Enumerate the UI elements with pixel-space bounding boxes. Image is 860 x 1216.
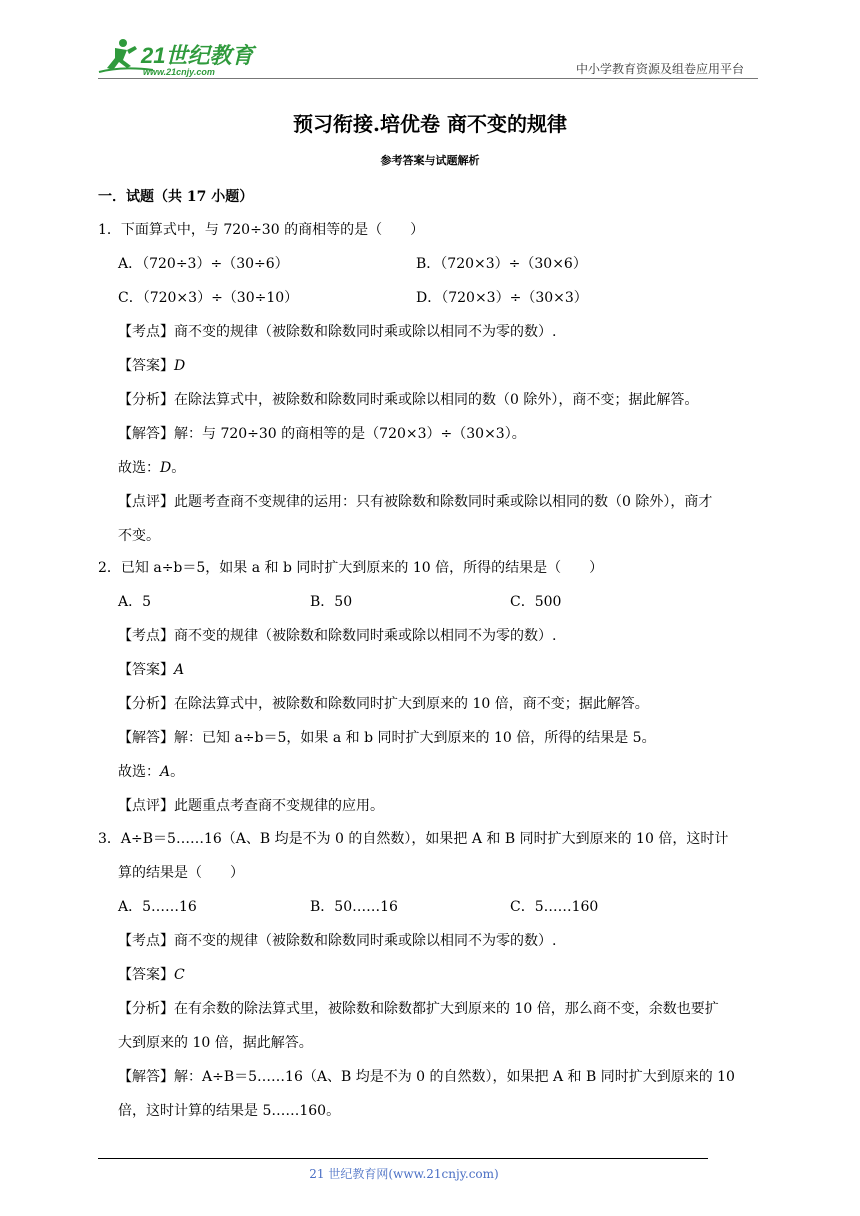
q3-fenxi-1: 【分析】在有余数的除法算式里，被除数和除数都扩大到原来的 10 倍，那么商不变，余数也要扩 bbox=[118, 1001, 719, 1017]
q2-answer-label: 【答案】 bbox=[118, 662, 174, 678]
q3-jieda-1: 【解答】解：A÷B＝5……16（A、B 均是不为 0 的自然数），如果把 A 和 B 同时扩大到原来的 10 bbox=[118, 1069, 735, 1085]
q1-answer-label: 【答案】 bbox=[118, 358, 174, 374]
logo-text: 21世纪教育 bbox=[141, 43, 254, 68]
logo-url: www.21cnjy.com bbox=[143, 67, 215, 77]
q1-guxuan-line: 故选：D。 bbox=[118, 460, 186, 476]
q1-answer: D bbox=[174, 358, 186, 374]
q2-jieda: 【解答】解：已知 a÷b＝5，如果 a 和 b 同时扩大到原来的 10 倍，所得的结果是 5。 bbox=[118, 730, 656, 746]
q3-option-a: A．5……16 bbox=[118, 899, 197, 915]
q1-kaodian: 【考点】商不变的规律（被除数和除数同时乘或除以相同不为零的数）. bbox=[118, 324, 557, 340]
footer-divider bbox=[98, 1158, 708, 1159]
q2-option-c: C．500 bbox=[510, 594, 562, 610]
q3-jieda-2: 倍，这时计算的结果是 5……160。 bbox=[118, 1103, 341, 1119]
q3-kaodian: 【考点】商不变的规律（被除数和除数同时乘或除以相同不为零的数）. bbox=[118, 933, 557, 949]
footer-link[interactable]: 21 世纪教育网(www.21cnjy.com) bbox=[309, 1167, 499, 1181]
q2-guxuan: A bbox=[160, 764, 171, 780]
header-divider bbox=[98, 78, 758, 79]
q3-stem-2: 算的结果是（ ） bbox=[118, 865, 244, 881]
q1-option-a: A．（720÷3）÷（30÷6） bbox=[118, 256, 289, 272]
q3-option-c: C．5……160 bbox=[510, 899, 599, 915]
q3-fenxi-2: 大到原来的 10 倍，据此解答。 bbox=[118, 1035, 313, 1051]
q2-fenxi: 【分析】在除法算式中，被除数和除数同时扩大到原来的 10 倍，商不变；据此解答。 bbox=[118, 696, 649, 712]
platform-name: 中小学教育资源及组卷应用平台 bbox=[576, 62, 745, 76]
q1-option-d: D．（720×3）÷（30×3） bbox=[416, 290, 588, 306]
page-title: 预习衔接.培优卷 商不变的规律 bbox=[293, 112, 567, 136]
q1-answer-line bbox=[118, 355, 185, 375]
q2-guxuan-line: 故选：A。 bbox=[118, 764, 185, 780]
q2-kaodian: 【考点】商不变的规律（被除数和除数同时乘或除以相同不为零的数）. bbox=[118, 628, 557, 644]
q1-dianping-1: 【点评】此题考查商不变规律的运用：只有被除数和除数同时乘或除以相同的数（0 除外），商才 bbox=[118, 494, 713, 510]
q2-option-b: B．50 bbox=[310, 594, 353, 610]
q2-answer: A bbox=[174, 662, 185, 678]
q3-option-b: B．50……16 bbox=[310, 899, 398, 915]
site-logo bbox=[93, 36, 263, 80]
section-heading: 一．试题（共 17 小题） bbox=[98, 189, 254, 205]
q3-answer: C bbox=[174, 967, 185, 983]
q2-guxuan-label: 故选： bbox=[118, 764, 160, 780]
q1-guxuan: D bbox=[160, 460, 172, 476]
q1-jieda: 【解答】解：与 720÷30 的商相等的是（720×3）÷（30×3）。 bbox=[118, 426, 526, 442]
page-subtitle: 参考答案与试题解析 bbox=[380, 154, 480, 167]
q1-option-b: B．（720×3）÷（30×6） bbox=[416, 256, 587, 272]
q3-answer-line bbox=[118, 964, 185, 984]
q1-dianping-2: 不变。 bbox=[118, 528, 160, 544]
q1-guxuan-label: 故选： bbox=[118, 460, 160, 476]
q2-option-a: A．5 bbox=[118, 594, 152, 610]
q1-option-c: C．（720×3）÷（30÷10） bbox=[118, 290, 299, 306]
q2-dianping: 【点评】此题重点考查商不变规律的应用。 bbox=[118, 798, 384, 814]
q2-answer-line bbox=[118, 659, 184, 679]
q3-answer-label: 【答案】 bbox=[118, 967, 174, 983]
q1-fenxi: 【分析】在除法算式中，被除数和除数同时乘或除以相同的数（0 除外），商不变；据此解答。 bbox=[118, 392, 699, 408]
q1-stem: 1．下面算式中，与 720÷30 的商相等的是（ ） bbox=[98, 222, 425, 238]
q2-stem: 2．已知 a÷b＝5，如果 a 和 b 同时扩大到原来的 10 倍，所得的结果是（ ） bbox=[98, 560, 604, 576]
q3-stem-1: 3．A÷B＝5……16（A、B 均是不为 0 的自然数），如果把 A 和 B 同时扩大到原来的 10 倍，这时计 bbox=[98, 831, 729, 847]
